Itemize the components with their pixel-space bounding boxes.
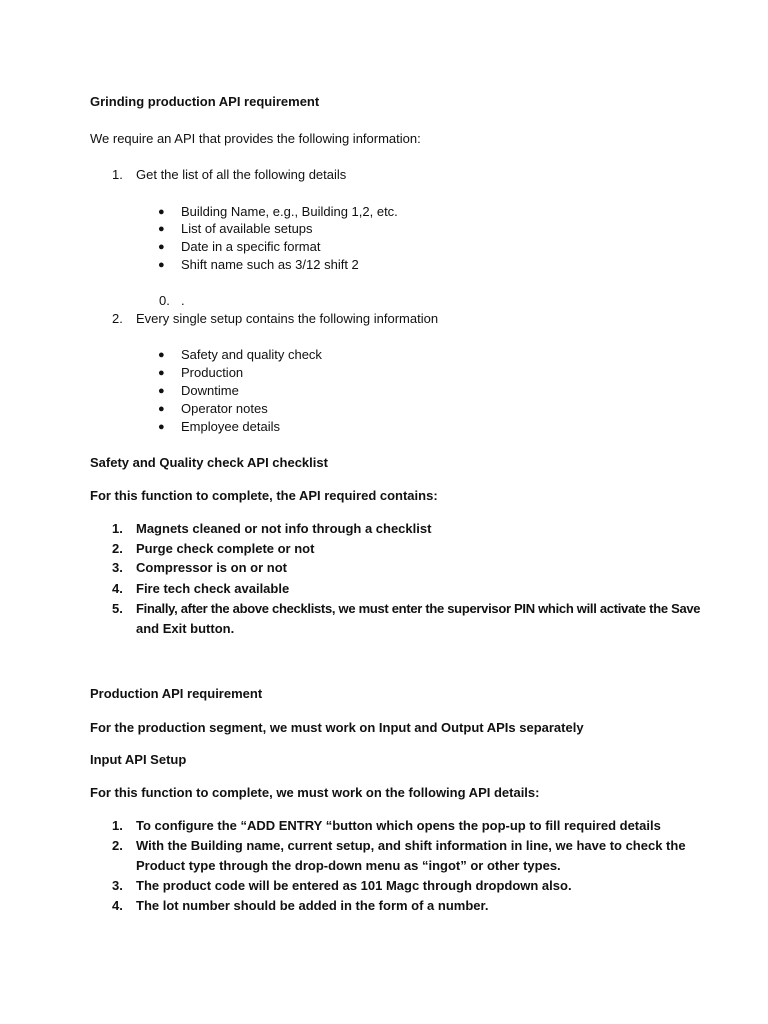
list-item-text: Fire tech check available bbox=[136, 581, 290, 596]
section-heading: Production API requirement bbox=[90, 686, 263, 701]
bullet-icon: ● bbox=[158, 206, 165, 218]
list-item-text: Every single setup contains the following information bbox=[136, 311, 439, 326]
list-item-text: The product code will be entered as 101 Magc through dropdown also. bbox=[136, 878, 572, 893]
list-number: 0. bbox=[159, 293, 170, 308]
list-item-text: To configure the “ADD ENTRY “button which opens the pop-up to fill required details bbox=[136, 818, 661, 833]
bullet-icon: ● bbox=[158, 421, 165, 433]
list-number: 3. bbox=[112, 560, 123, 575]
list-number: 5. bbox=[112, 601, 123, 616]
bullet-icon: ● bbox=[158, 223, 165, 235]
bullet-item: Downtime bbox=[181, 383, 239, 398]
list-item-text: With the Building name, current setup, and shift information in line, we have to check the bbox=[136, 838, 686, 853]
bullet-item: Operator notes bbox=[181, 401, 268, 416]
list-number: 2. bbox=[112, 541, 123, 556]
list-item-continuation: and Exit button. bbox=[136, 621, 235, 636]
list-number: 4. bbox=[112, 898, 123, 913]
bullet-item: Date in a specific format bbox=[181, 239, 321, 254]
list-item-text: Compressor is on or not bbox=[136, 560, 287, 575]
list-item-text: The lot number should be added in the form of a number. bbox=[136, 898, 489, 913]
list-number: 2. bbox=[112, 311, 123, 326]
list-number: 1. bbox=[112, 521, 123, 536]
list-item-text: Magnets cleaned or not info through a checklist bbox=[136, 521, 432, 536]
bullet-icon: ● bbox=[158, 259, 165, 271]
subsection-heading: Input API Setup bbox=[90, 752, 187, 767]
document-title: Grinding production API requirement bbox=[90, 94, 320, 109]
bullet-item: Production bbox=[181, 365, 244, 380]
bullet-item: Shift name such as 3/12 shift 2 bbox=[181, 257, 359, 272]
list-item-continuation: Product type through the drop-down menu as “ingot” or other types. bbox=[136, 858, 561, 873]
intro-paragraph: We require an API that provides the following information: bbox=[90, 131, 421, 146]
bullet-icon: ● bbox=[158, 403, 165, 415]
bullet-item: Building Name, e.g., Building 1,2, etc. bbox=[181, 204, 398, 219]
bullet-icon: ● bbox=[158, 385, 165, 397]
bullet-item: Employee details bbox=[181, 419, 280, 434]
list-item-text: Get the list of all the following details bbox=[136, 167, 347, 182]
section-heading: Safety and Quality check API checklist bbox=[90, 455, 328, 470]
section-intro: For this function to complete, the API required contains: bbox=[90, 488, 438, 503]
list-item-text: Finally, after the above checklists, we must enter the supervisor PIN which will activate the Save bbox=[136, 601, 701, 616]
list-number: 4. bbox=[112, 581, 123, 596]
section-intro: For this function to complete, we must work on the following API details: bbox=[90, 785, 540, 800]
list-number: 1. bbox=[112, 167, 123, 182]
list-number: 1. bbox=[112, 818, 123, 833]
list-number: 2. bbox=[112, 838, 123, 853]
bullet-icon: ● bbox=[158, 241, 165, 253]
bullet-item: Safety and quality check bbox=[181, 347, 322, 362]
bullet-icon: ● bbox=[158, 367, 165, 379]
section-intro: For the production segment, we must work on Input and Output APIs separately bbox=[90, 720, 584, 735]
list-item-text: . bbox=[181, 293, 185, 308]
list-item-text: Purge check complete or not bbox=[136, 541, 315, 556]
bullet-item: List of available setups bbox=[181, 221, 313, 236]
bullet-icon: ● bbox=[158, 349, 165, 361]
list-number: 3. bbox=[112, 878, 123, 893]
